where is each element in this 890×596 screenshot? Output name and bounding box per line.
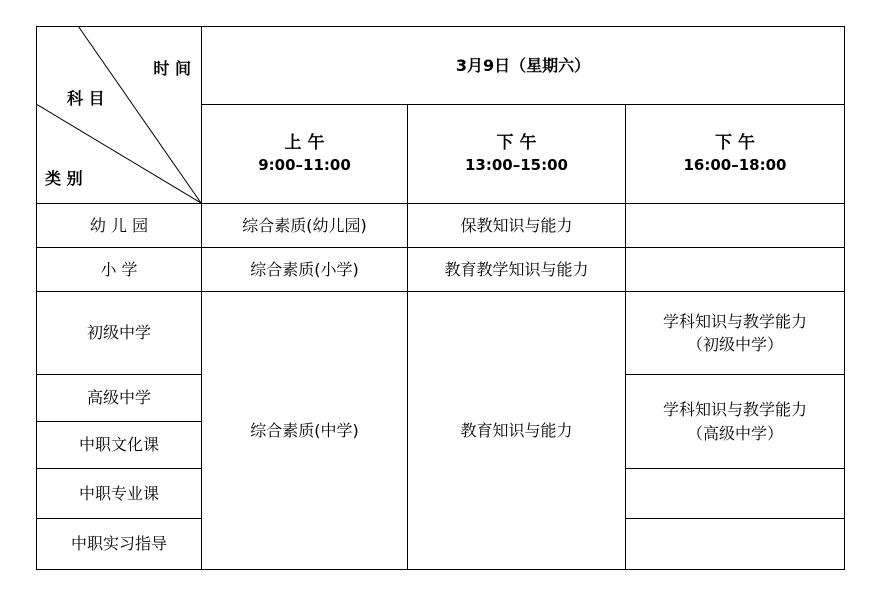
cell-secondary-morning: 综合素质(中学) [202, 292, 408, 570]
row-label-primary: 小 学 [37, 248, 202, 292]
row-label-senior: 高级中学 [37, 375, 202, 422]
cell-senior-afternoon2-line2: （高级中学） [686, 423, 783, 443]
cell-vocational-major-afternoon2 [626, 469, 845, 519]
row-label-vocational-culture: 中职文化课 [37, 422, 202, 469]
cell-primary-afternoon2 [626, 248, 845, 292]
period-afternoon-2-time: 16:00–18:00 [683, 156, 787, 175]
cell-senior-afternoon2-line1: 学科知识与教学能力 [662, 400, 807, 420]
header-time-label: 时 间 [153, 59, 191, 78]
cell-junior-afternoon2 [626, 292, 845, 375]
header-category-label: 类 别 [45, 169, 83, 188]
row-label-vocational-major: 中职专业课 [37, 469, 202, 519]
cell-secondary-afternoon1: 教育知识与能力 [408, 292, 626, 570]
period-afternoon-1-name: 下 午 [496, 132, 537, 153]
cell-junior-afternoon2-line1: 学科知识与教学能力 [662, 311, 807, 331]
cell-kindergarten-morning: 综合素质(幼儿园) [202, 204, 408, 248]
period-morning-name: 上 午 [284, 132, 325, 153]
row-label-kindergarten: 幼 儿 园 [37, 204, 202, 248]
cell-kindergarten-afternoon2 [626, 204, 845, 248]
exam-schedule-table [36, 26, 845, 570]
cell-senior-afternoon2 [626, 375, 845, 469]
period-afternoon-2 [626, 105, 845, 204]
diagonal-header-cell [37, 27, 202, 204]
period-afternoon-1 [408, 105, 626, 204]
period-morning [202, 105, 408, 204]
period-morning-time: 9:00–11:00 [258, 156, 351, 175]
header-subject-label: 科 目 [67, 89, 105, 108]
period-afternoon-1-time: 13:00–15:00 [465, 156, 568, 175]
cell-vocational-practice-afternoon2 [626, 519, 845, 570]
cell-junior-afternoon2-line2: （初级中学） [686, 335, 783, 354]
row-label-junior: 初级中学 [37, 292, 202, 375]
period-afternoon-2-name: 下 午 [715, 132, 755, 153]
cell-primary-afternoon1: 教育教学知识与能力 [408, 248, 626, 292]
exam-date: 3月9日（星期六） [202, 27, 845, 105]
cell-primary-morning: 综合素质(小学) [202, 248, 408, 292]
row-label-vocational-practice: 中职实习指导 [37, 519, 202, 570]
cell-kindergarten-afternoon1: 保教知识与能力 [408, 204, 626, 248]
